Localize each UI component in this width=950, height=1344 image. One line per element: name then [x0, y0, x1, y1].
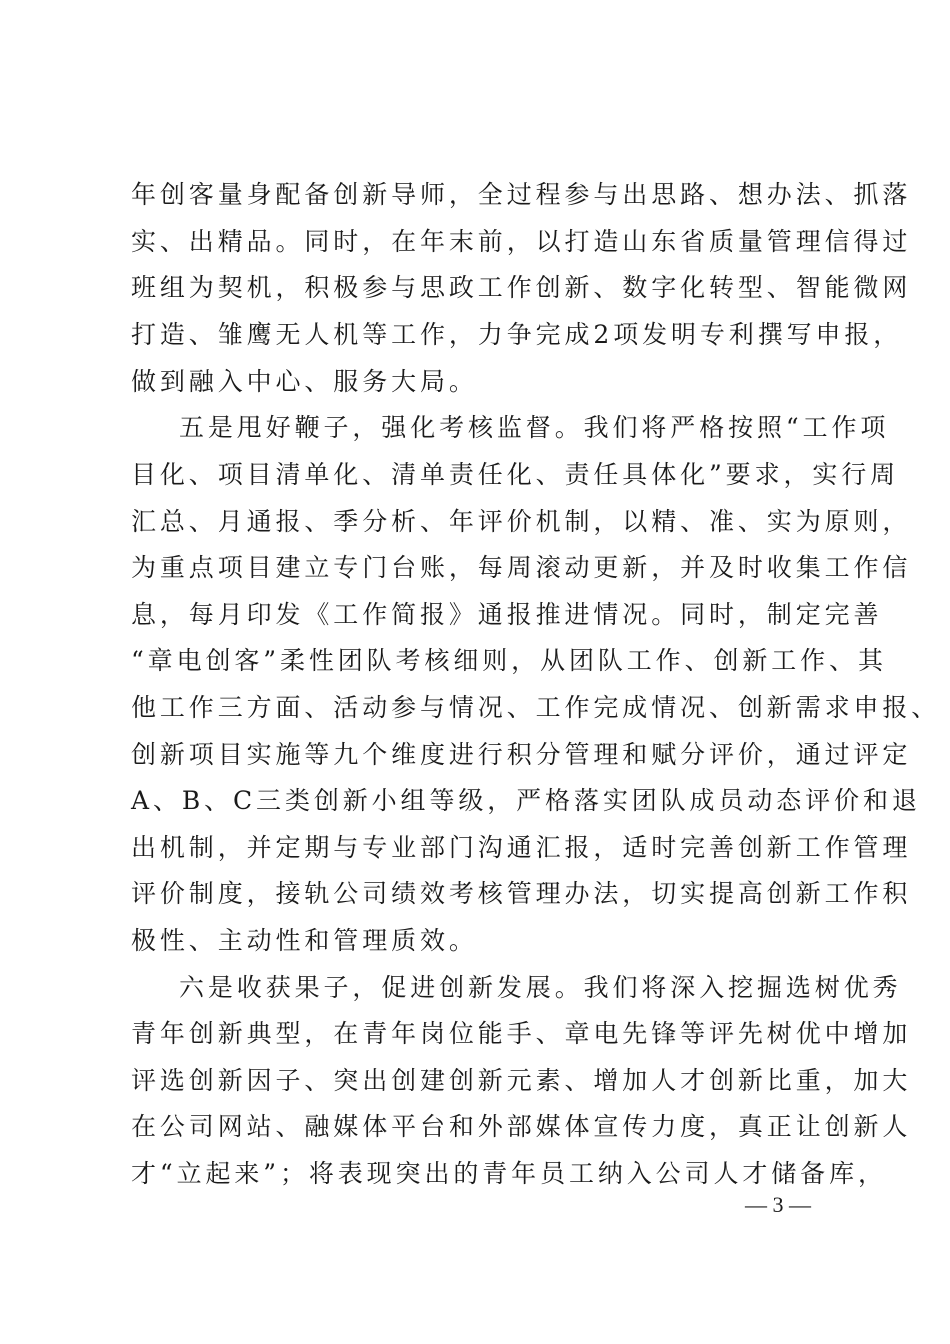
text-line-13: 创新项目实施等九个维度进行积分管理和赋分评价，通过评定 [131, 740, 912, 769]
text-line-3: 班组为契机，积极参与思政工作创新、数字化转型、智能微网 [131, 273, 912, 302]
text-line-17: 极性、主动性和管理质效。 [131, 926, 478, 955]
page-number: — 3 — [745, 1192, 811, 1217]
text-line-16: 评价制度，接轨公司绩效考核管理办法，切实提高创新工作积 [131, 879, 912, 908]
text-line-8: 汇总、月通报、季分析、年评价机制，以精、准、实为原则， [131, 507, 912, 536]
text-line-9: 为重点项目建立专门台账，每周滚动更新，并及时收集工作信 [131, 553, 912, 582]
text-line-22: 才“立起来”；将表现突出的青年员工纳入公司人才储备库， [131, 1159, 887, 1188]
text-line-20: 评选创新因子、突出创建创新元素、增加人才创新比重，加大 [131, 1066, 912, 1095]
text-line-19: 青年创新典型，在青年岗位能手、章电先锋等评先树优中增加 [131, 1019, 912, 1048]
text-line-7: 目化、项目清单化、清单责任化、责任具体化”要求，实行周 [131, 460, 900, 489]
text-line-11: “章电创客”柔性团队考核细则，从团队工作、创新工作、其 [131, 646, 887, 675]
text-line-5: 做到融入中心、服务大局。 [131, 367, 478, 396]
paragraph-5-first-line: 五是甩好鞭子，强化考核监督。我们将严格按照“工作项 [179, 413, 890, 442]
text-line-14: A、B、C三类创新小组等级，严格落实团队成员动态评价和退 [131, 786, 921, 815]
paragraph-6-first-line: 六是收获果子，促进创新发展。我们将深入挖掘选树优秀 [179, 973, 902, 1002]
text-line-2: 实、出精品。同时，在年末前，以打造山东省质量管理信得过 [131, 227, 912, 256]
text-line-1: 年创客量身配备创新导师，全过程参与出思路、想办法、抓落 [131, 180, 912, 209]
text-line-15: 出机制，并定期与专业部门沟通汇报，适时完善创新工作管理 [131, 833, 912, 862]
text-line-4: 打造、雏鹰无人机等工作，力争完成2项发明专利撰写申报， [131, 320, 903, 349]
text-line-12: 他工作三方面、活动参与情况、工作完成情况、创新需求申报、 [131, 693, 941, 722]
text-line-10: 息，每月印发《工作简报》通报推进情况。同时，制定完善 [131, 600, 883, 629]
text-line-21: 在公司网站、融媒体平台和外部媒体宣传力度，真正让创新人 [131, 1112, 912, 1141]
